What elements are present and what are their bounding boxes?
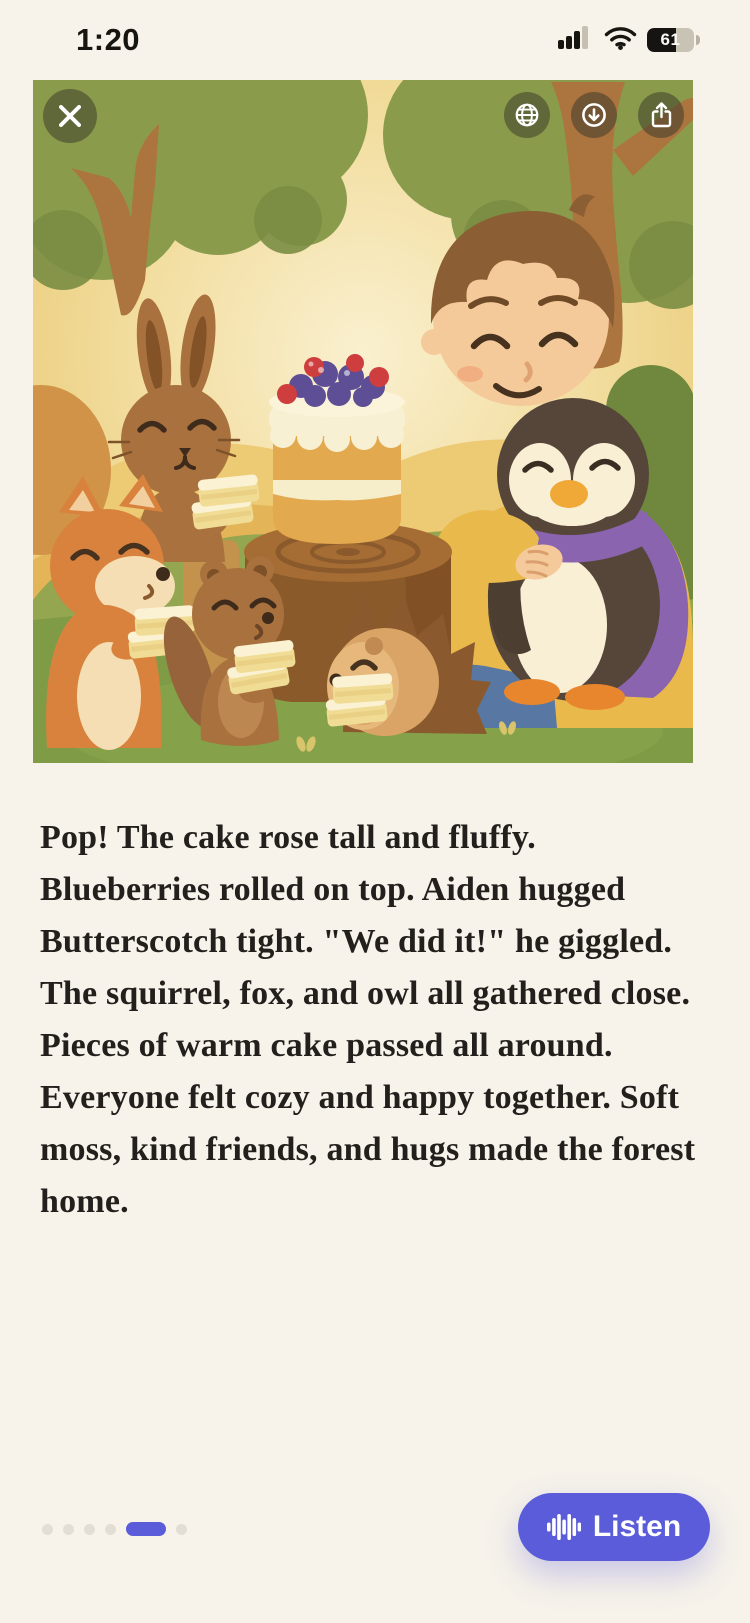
- page-dot[interactable]: [84, 1524, 95, 1535]
- status-icons: [558, 26, 700, 55]
- waveform-icon: [547, 1510, 581, 1544]
- status-bar: [0, 0, 750, 70]
- page-dot[interactable]: [63, 1524, 74, 1535]
- wifi-icon: [604, 26, 637, 55]
- close-button[interactable]: [43, 89, 97, 143]
- page-dot-active[interactable]: [126, 1522, 166, 1536]
- page-dot[interactable]: [42, 1524, 53, 1535]
- listen-button[interactable]: [518, 1493, 710, 1561]
- cellular-signal-icon: [558, 26, 594, 55]
- listen-label: Listen: [592, 1510, 682, 1543]
- share-icon: [649, 101, 674, 129]
- story-text: Pop! The cake rose tall and fluffy. Blueberries rolled on top. Aiden hugged Butterscotch tight. "We did it!" he giggled. The squirrel, fox, and owl all gathered close. Pieces of warm cake passed all around. Everyone felt cozy and happy together. Soft moss, kind friends, and hugs made the forest home.: [40, 819, 696, 1220]
- share-button[interactable]: [638, 92, 684, 138]
- battery-icon: [647, 28, 700, 52]
- close-icon: [59, 105, 81, 127]
- globe-icon: [514, 102, 540, 128]
- page-dots: [42, 1521, 187, 1537]
- page-dot[interactable]: [105, 1524, 116, 1535]
- globe-button[interactable]: [504, 92, 550, 138]
- battery-percent: 61: [660, 30, 681, 49]
- status-time: 1:20: [76, 22, 141, 57]
- story-illustration: [33, 80, 693, 763]
- page-dot[interactable]: [176, 1524, 187, 1535]
- story-image-card: [33, 80, 693, 763]
- download-icon: [581, 102, 607, 128]
- viewer-toolbar: [504, 92, 684, 138]
- download-button[interactable]: [571, 92, 617, 138]
- battery-cap: [696, 35, 700, 45]
